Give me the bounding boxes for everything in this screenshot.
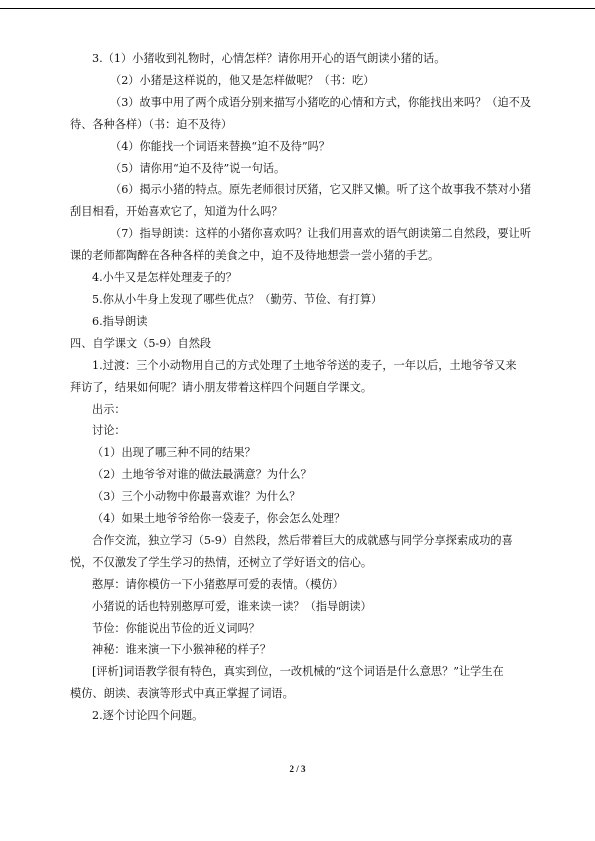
text-line: 3.（1）小猪收到礼物时，心情怎样？请你用开心的语气朗读小猪的话。: [92, 52, 446, 65]
text-line: （2）土地爷爷对谁的做法最满意？为什么？: [92, 468, 312, 482]
text-line: （5）请你用“迫不及待”说一句话。: [110, 161, 286, 175]
text-line: （3）故事中用了两个成语分别来描写小猪吃的心情和方式，你能找出来吗？（迫不及: [110, 95, 532, 109]
text-line: 合作交流，独立学习（5-9）自然段，然后带着巨大的成就感与同学分享探索成功的喜: [92, 533, 513, 547]
text-line: 小猪说的话也特别憨厚可爱，谁来读一读？（指导朗读）: [92, 599, 372, 613]
text-line: （1）出现了哪三种不同的结果？: [92, 446, 256, 460]
text-line: [评析]词语教学很有特色，真实到位，一改机械的“这个词语是什么意思？”让学生在: [92, 665, 504, 679]
text-line: （6）揭示小猪的特点。原先老师很讨厌猪，它又胖又懒。听了这个故事我不禁对小猪: [110, 183, 532, 197]
text-line: 模仿、朗读、表演等形式中真正掌握了词语。: [70, 687, 294, 701]
text-line: 讨论：: [92, 424, 126, 438]
text-line: 悦，不仅激发了学生学习的热情，还树立了学好语文的信心。: [70, 555, 373, 569]
text-line: 6.指导朗读: [92, 314, 148, 328]
text-line: 神秘：谁来演一下小猴神秘的样子？: [92, 643, 272, 657]
text-line: 刮目相看，开始喜欢它了，知道为什么吗？: [70, 205, 283, 219]
text-line: 4.小牛又是怎样处理麦子的？: [92, 271, 237, 285]
section-heading: 四、自学课文（5-9）自然段: [70, 336, 212, 350]
text-line: 拜访了，结果如何呢？请小朋友带着这样四个问题自学课文。: [70, 380, 373, 394]
text-line: 待、各种各样）（书：迫不及待）: [70, 117, 233, 131]
text-line: （2）小猪是这样说的，他又是怎样做呢？（书：吃）: [110, 73, 375, 87]
text-line: 2.逐个讨论四个问题。: [92, 709, 204, 723]
text-line: （3）三个小动物中你最喜欢谁？为什么？: [92, 490, 301, 504]
text-line: 课的老师都陶醉在各种各样的美食之中，迫不及待地想尝一尝小猪的手艺。: [70, 249, 440, 263]
text-line: （4）如果土地爷爷给你一袋麦子，你会怎么处理？: [92, 512, 346, 526]
header-rule: [0, 8, 595, 9]
text-line: （7）指导朗读：这样的小猪你喜欢吗？让我们用喜欢的语气朗读第二自然段，要让听: [110, 227, 532, 241]
text-line: （4）你能找一个词语来替换“迫不及待”吗？: [110, 139, 330, 153]
text-line: 1.过渡：三个小动物用自己的方式处理了土地爷爷送的麦子，一年以后，土地爷爷又来: [92, 358, 517, 372]
text-line: 节俭：你能说出节俭的近义词吗？: [92, 621, 260, 635]
page-number: 2 / 3: [289, 764, 306, 774]
text-line: 出示：: [92, 402, 126, 416]
text-line: 5.你从小牛身上发现了哪些优点？（勤劳、节俭、有打算）: [92, 292, 383, 306]
document-body: [70, 48, 532, 727]
text-line: 憨厚：请你模仿一下小猪憨厚可爱的表情。（模仿）: [92, 577, 344, 591]
